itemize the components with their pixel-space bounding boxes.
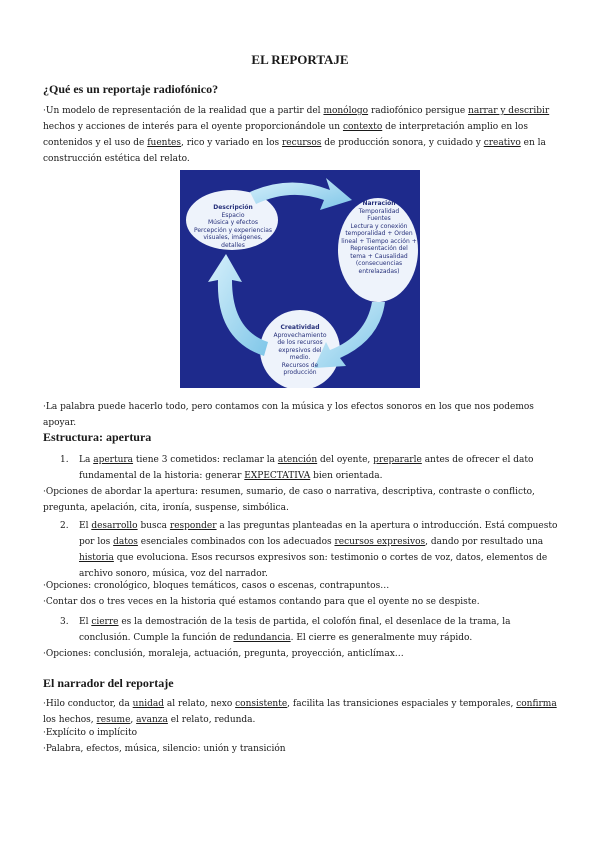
diagram-line: Fuentes (367, 215, 391, 222)
text-run: La (79, 455, 94, 465)
diagram-line: Representación del (350, 245, 408, 252)
text-run: de interpretación amplio en los contenidos y el uso de (43, 122, 528, 148)
diagram-line: temporalidad + Orden (345, 230, 413, 237)
underlined-term: contexto (342, 122, 383, 132)
diagram-line: producción (283, 369, 317, 376)
diagram-line: detalles (221, 241, 245, 249)
document-title: EL REPORTAJE (251, 52, 349, 67)
underlined-term: responder (169, 521, 217, 531)
text-run: al relato, nexo (164, 699, 236, 709)
underlined-term: redundancia (233, 633, 291, 643)
diagram-line: lineal + Tiempo acción + (341, 237, 417, 245)
paragraph-explicito: ·Explícito o implícito (43, 728, 138, 738)
diagram-line: Aprovechamiento (273, 331, 327, 339)
underlined-term: resume (96, 715, 131, 725)
underlined-term: fuentes (147, 138, 181, 148)
label-narracion (340, 200, 418, 275)
paragraph-palabra-efectos: ·Palabra, efectos, música, silencio: unión y transición (43, 744, 286, 754)
text-run: busca (137, 521, 170, 531)
cycle-diagram (180, 170, 420, 388)
text-run: antes de ofrecer el dato fundamental de la historia: generar (79, 455, 534, 481)
text-run: , (130, 715, 137, 725)
underlined-term: recursos (281, 138, 322, 148)
underlined-term: apertura (93, 455, 134, 465)
descripcion-title: Descripción (213, 204, 253, 211)
text-run: tiene 3 cometidos: reclamar la (133, 455, 278, 465)
paragraph-hilo (43, 696, 558, 728)
underlined-term: unidad (132, 699, 165, 709)
heading-narrador: El narrador del reportaje (43, 676, 174, 690)
text-run: de producción sonora, y cuidado y (321, 138, 484, 148)
text-run: El (79, 617, 92, 627)
list-item-desarrollo (79, 518, 559, 582)
creatividad-lines (264, 332, 336, 377)
paragraph-opciones-desarrollo: ·Opciones: cronológico, bloques temáticos, casos o escenas, contrapuntos… (43, 581, 390, 591)
text-run: que evoluciona. Esos recursos expresivos son: testimonio o cortes de voz, datos, elementos de archivo sonoro, música, voz del narrador. (79, 553, 548, 579)
underlined-term: prepararle (373, 455, 422, 465)
underlined-term: consistente (235, 699, 288, 709)
list-item-apertura (79, 452, 559, 484)
paragraph-definition (43, 103, 558, 167)
diagram-line: de los recursos (277, 339, 323, 346)
paragraph-opciones-apertura: ·Opciones de abordar la apertura: resumen, sumario, de caso o narrativa, descriptiva, contraste o conflicto, pregunta, apelación, cita, ironía, suspense, simbólica. (43, 487, 535, 513)
list-number-3: 3. (60, 617, 69, 627)
underlined-term: atención (277, 455, 318, 465)
underlined-term: confirma (516, 699, 557, 709)
diagram-line: Espacio (221, 211, 245, 219)
underlined-term: monólogo (323, 106, 369, 116)
text-run: los hechos, (43, 715, 97, 725)
diagram-line: medio. (289, 354, 311, 361)
underlined-term: historia (79, 553, 114, 563)
creatividad-title: Creatividad (280, 324, 320, 331)
list-number-2: 2. (60, 521, 69, 531)
underlined-term: recursos expresivos (334, 537, 426, 547)
text-run: el relato, redunda. (167, 715, 256, 725)
diagram-line: expresivos del (278, 346, 322, 354)
descripcion-lines (188, 212, 278, 250)
text-run: del oyente, (317, 455, 374, 465)
heading-estructura: Estructura: apertura (43, 430, 152, 444)
text-run: , rico y variado en los (181, 138, 282, 148)
text-run: . El cierre es generalmente muy rápido. (290, 633, 473, 643)
text-run: a las preguntas planteadas en la apertura o introducción. Está compuesto por los (79, 521, 558, 547)
underlined-term: creativo (483, 138, 521, 148)
underlined-term: desarrollo (91, 521, 138, 531)
list-item-cierre (79, 614, 559, 646)
narracion-lines (340, 208, 418, 276)
text-run: en la construcción estética del relato. (43, 138, 546, 164)
underlined-term: avanza (136, 715, 168, 725)
underlined-term: EXPECTATIVA (244, 471, 311, 481)
diagram-line: (consecuencias (355, 260, 403, 267)
label-creatividad (264, 324, 336, 377)
text-run: hechos y acciones de interés para el oyente proporcionándole un (43, 122, 343, 132)
text-run: El (79, 521, 92, 531)
paragraph-palabra: ·La palabra puede hacerlo todo, pero contamos con la música y los efectos sonoros en los que nos podemos apoyar. (43, 402, 534, 428)
text-run: ·Un modelo de representación de la realidad que a partir del (43, 106, 324, 116)
heading-que-es: ¿Qué es un reportaje radiofónico? (43, 82, 219, 96)
list-number-1: 1. (60, 455, 69, 465)
arrow-left-icon (208, 254, 268, 356)
text-run: bien orientada. (310, 471, 383, 481)
underlined-term: cierre (91, 617, 119, 627)
underlined-term: narrar y describir (468, 106, 550, 116)
diagram-line: tema + Causalidad (350, 252, 408, 260)
narracion-title: Narración (362, 200, 396, 207)
label-descripcion (188, 204, 278, 249)
diagram-line: Temporalidad (358, 207, 400, 215)
text-run: es la demostración de la tesis de partida, el colofón final, el desenlace de la trama, la conclusión. Cumple la función de (79, 617, 511, 643)
diagram-line: Recursos de (281, 361, 319, 369)
text-run: radiofónico persigue (368, 106, 469, 116)
underlined-term: datos (113, 537, 138, 547)
diagram-line: Percepción y experiencias (193, 226, 273, 234)
paragraph-opciones-cierre: ·Opciones: conclusión, moraleja, actuación, pregunta, proyección, anticlímax… (43, 649, 404, 659)
text-run: , facilita las transiciones espaciales y temporales, (287, 699, 517, 709)
diagram-line: visuales, imágenes, (203, 234, 263, 241)
paragraph-contar: ·Contar dos o tres veces en la historia qué estamos contando para que el oyente no se despiste. (43, 597, 480, 607)
diagram-line: Música y efectos (207, 219, 259, 226)
diagram-line: Lectura y conexión (350, 222, 408, 230)
text-run: ·Hilo conductor, da (43, 699, 133, 709)
text-run: esenciales combinados con los adecuados (137, 537, 335, 547)
text-run: , dando por resultado una (425, 537, 544, 547)
diagram-line: entrelazadas) (358, 267, 400, 275)
